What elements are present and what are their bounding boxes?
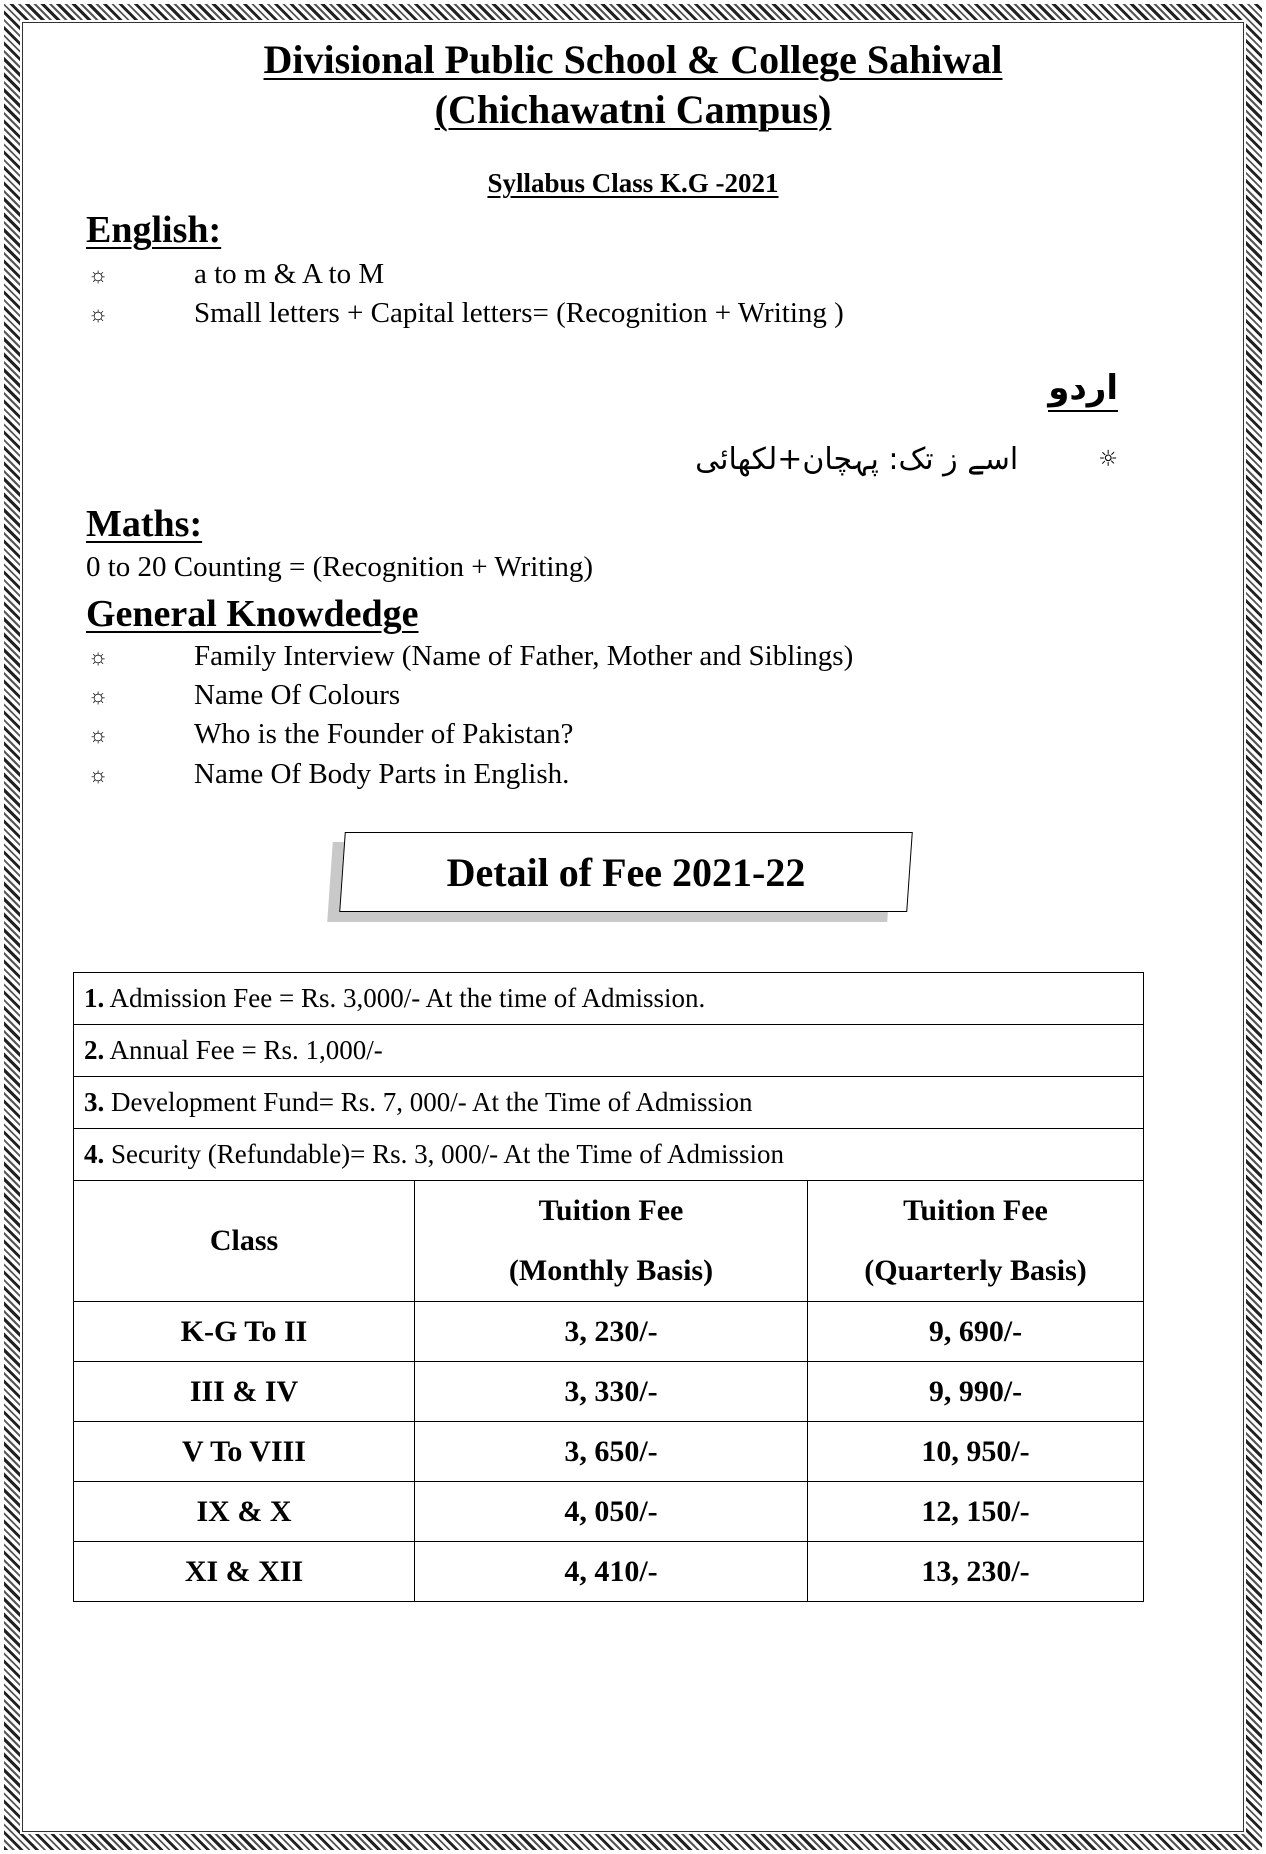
fee-info-cell: 2. Annual Fee = Rs. 1,000/- bbox=[74, 1025, 1144, 1077]
bullet-icon: ☼ bbox=[88, 761, 109, 787]
fee-info-cell: 3. Development Fund= Rs. 7, 000/- At the Time of Admission bbox=[74, 1077, 1144, 1129]
bullet-icon: ☼ bbox=[88, 721, 109, 747]
class-cell: XI & XII bbox=[74, 1542, 415, 1602]
table-row bbox=[74, 1482, 1144, 1542]
column-header-quarterly: Tuition Fee (Quarterly Basis) bbox=[808, 1181, 1144, 1302]
class-cell: III & IV bbox=[74, 1362, 415, 1422]
table-row bbox=[74, 1302, 1144, 1362]
english-heading: English: bbox=[86, 209, 222, 251]
table-row bbox=[74, 1077, 1144, 1129]
bullet-icon: ☼ bbox=[88, 643, 109, 669]
table-row bbox=[74, 973, 1144, 1025]
class-cell: K-G To II bbox=[74, 1302, 415, 1362]
table-row bbox=[74, 1542, 1144, 1602]
quarterly-fee-cell: 9, 990/- bbox=[808, 1362, 1144, 1422]
bullet-icon: ☼ bbox=[1098, 446, 1118, 472]
monthly-fee-cell: 3, 330/- bbox=[415, 1362, 808, 1422]
table-row bbox=[74, 1422, 1144, 1482]
maths-text: 0 to 20 Counting = (Recognition + Writing) bbox=[86, 551, 594, 583]
urdu-item bbox=[695, 442, 1118, 477]
bullet-icon: ☼ bbox=[88, 300, 109, 326]
class-cell: V To VIII bbox=[74, 1422, 415, 1482]
gk-item-text: Family Interview (Name of Father, Mother and Siblings) bbox=[194, 640, 854, 672]
bullet-icon: ☼ bbox=[88, 261, 109, 287]
gk-item bbox=[88, 718, 573, 751]
gk-heading: General Knowdedge bbox=[86, 593, 419, 635]
gk-item-text: Name Of Body Parts in English. bbox=[194, 758, 570, 790]
monthly-fee-cell: 3, 650/- bbox=[415, 1422, 808, 1482]
monthly-fee-cell: 4, 050/- bbox=[415, 1482, 808, 1542]
gk-item bbox=[88, 640, 853, 673]
class-cell: IX & X bbox=[74, 1482, 415, 1542]
maths-heading: Maths: bbox=[86, 503, 203, 545]
quarterly-fee-cell: 13, 230/- bbox=[808, 1542, 1144, 1602]
table-row bbox=[74, 1025, 1144, 1077]
column-header-monthly: Tuition Fee (Monthly Basis) bbox=[415, 1181, 808, 1302]
bullet-icon: ☼ bbox=[88, 682, 109, 708]
gk-item-text: Name Of Colours bbox=[194, 679, 401, 711]
english-item bbox=[88, 297, 844, 330]
quarterly-fee-cell: 9, 690/- bbox=[808, 1302, 1144, 1362]
english-item bbox=[88, 258, 384, 291]
table-row bbox=[74, 1129, 1144, 1181]
fee-info-cell: 4. Security (Refundable)= Rs. 3, 000/- At the Time of Admission bbox=[74, 1129, 1144, 1181]
gk-item-text: Who is the Founder of Pakistan? bbox=[194, 718, 574, 750]
fee-title: Detail of Fee 2021-22 bbox=[446, 849, 806, 895]
fee-info-cell: 1. Admission Fee = Rs. 3,000/- At the time of Admission. bbox=[74, 973, 1144, 1025]
gk-item bbox=[88, 679, 400, 712]
quarterly-fee-cell: 12, 150/- bbox=[808, 1482, 1144, 1542]
english-item-text: Small letters + Capital letters= (Recognition + Writing ) bbox=[194, 297, 844, 329]
urdu-heading: اردو bbox=[1048, 368, 1118, 412]
monthly-fee-cell: 4, 410/- bbox=[415, 1542, 808, 1602]
gk-item bbox=[88, 758, 569, 791]
syllabus-title: Syllabus Class K.G -2021 bbox=[487, 168, 779, 198]
campus-title: (Chichawatni Campus) bbox=[434, 87, 832, 132]
table-row bbox=[74, 1362, 1144, 1422]
column-header-class: Class bbox=[74, 1181, 415, 1302]
fee-table bbox=[73, 972, 1144, 1602]
monthly-fee-cell: 3, 230/- bbox=[415, 1302, 808, 1362]
english-item-text: a to m & A to M bbox=[194, 258, 385, 290]
urdu-item-text: اسے ز تک: پہچان+لکھائی bbox=[695, 442, 1019, 477]
school-title: Divisional Public School & College Sahiwal bbox=[263, 37, 1003, 82]
table-header-row bbox=[74, 1181, 1144, 1302]
quarterly-fee-cell: 10, 950/- bbox=[808, 1422, 1144, 1482]
